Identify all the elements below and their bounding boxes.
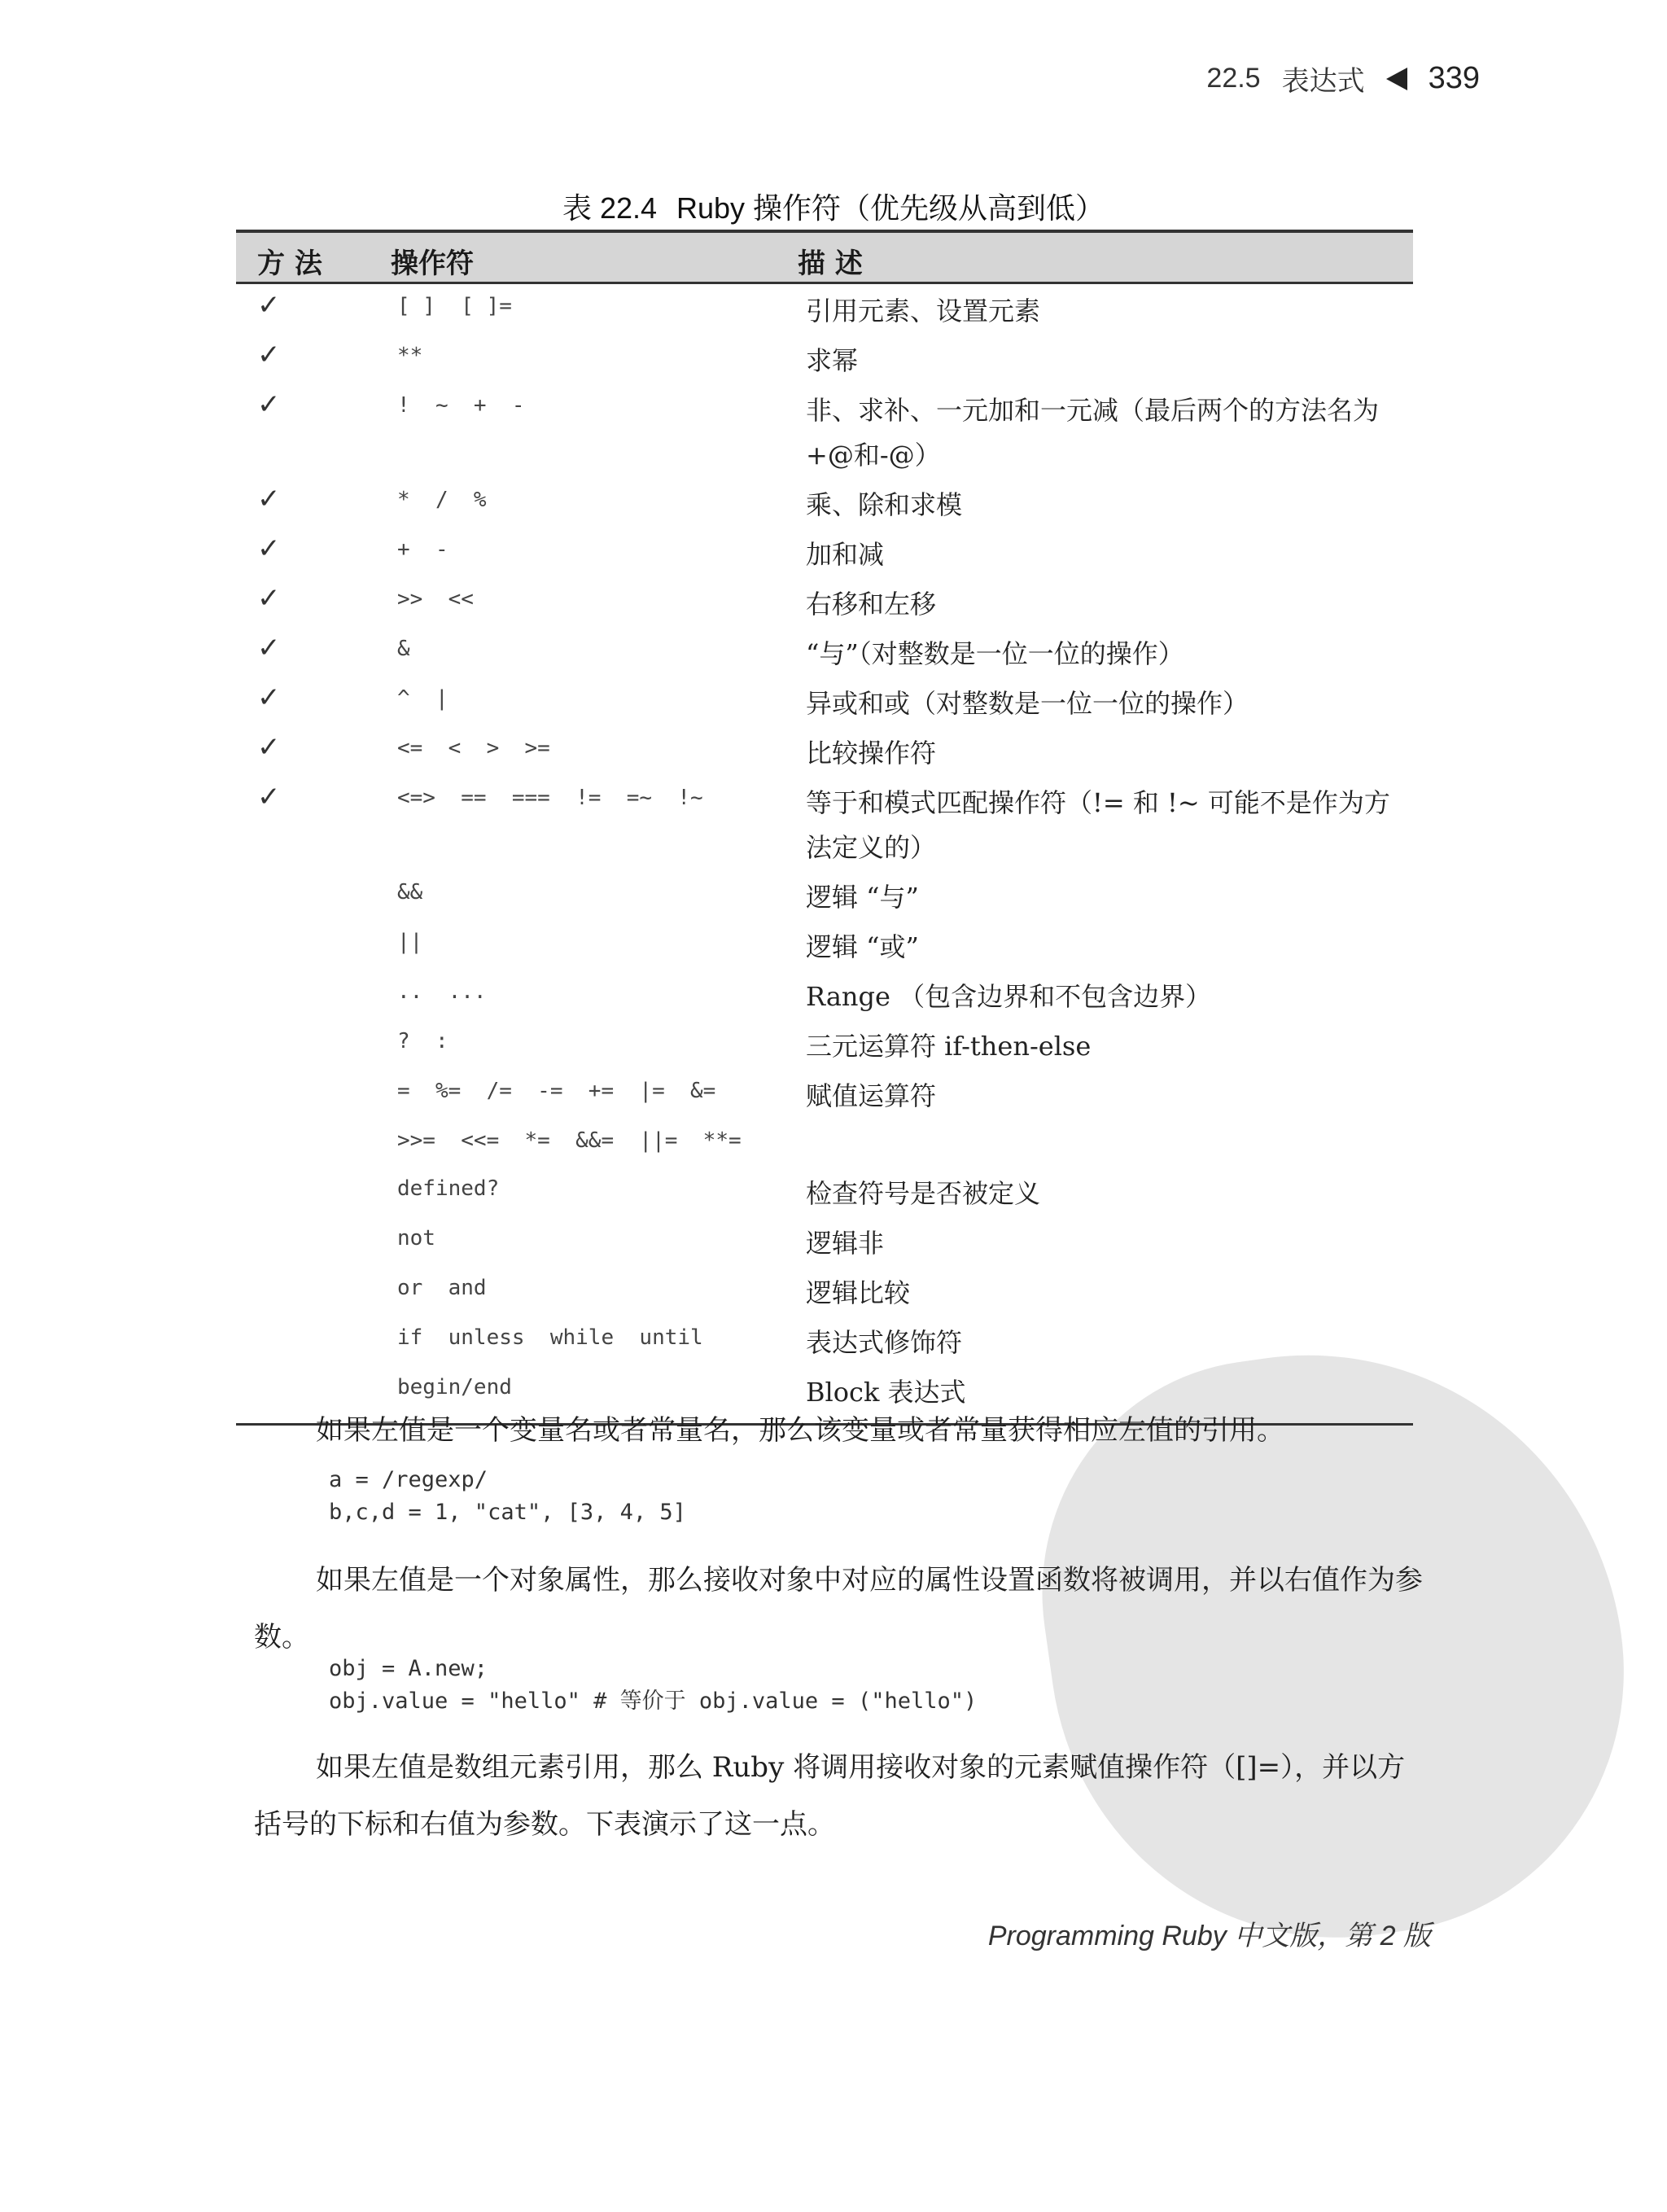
table-row bbox=[236, 528, 1413, 577]
method-check-icon: ✓ bbox=[257, 289, 281, 322]
description-cell: 逻辑 “或” bbox=[806, 931, 919, 962]
table-row bbox=[236, 1069, 1413, 1119]
description-cell: 比较操作符 bbox=[806, 738, 937, 769]
description-cell: 等于和模式匹配操作符（!= 和 !~ 可能不是作为方法定义的） bbox=[806, 787, 1390, 863]
table-row bbox=[236, 870, 1413, 920]
code-block-1: a = /regexp/ b,c,d = 1, "cat", [3, 4, 5] bbox=[329, 1467, 686, 1525]
operator-cell: begin/end bbox=[397, 1375, 512, 1399]
table-caption-text: Ruby 操作符（优先级从高到低） bbox=[676, 191, 1105, 225]
description-cell: 检查符号是否被定义 bbox=[806, 1178, 1041, 1209]
code-block-2: obj = A.new; obj.value = "hello" # 等价于 obj.value = ("hello") bbox=[329, 1656, 978, 1714]
method-check-icon: ✓ bbox=[257, 681, 281, 714]
operator-cell: + - bbox=[397, 537, 448, 562]
table-row bbox=[236, 478, 1413, 528]
description-cell: 非、求补、一元加和一元减（最后两个的方法名为+@和-@） bbox=[806, 395, 1380, 471]
table-row bbox=[236, 1316, 1413, 1365]
table-row bbox=[236, 577, 1413, 627]
description-cell: “与”（对整数是一位一位的操作） bbox=[806, 638, 1184, 669]
operator-cell: [ ] [ ]= bbox=[397, 294, 512, 318]
table-row bbox=[236, 677, 1413, 726]
operator-cell: ** bbox=[397, 344, 423, 368]
method-check-icon: ✓ bbox=[257, 532, 281, 565]
operator-cell: >> << bbox=[397, 587, 474, 611]
operator-cell: .. ... bbox=[397, 979, 487, 1004]
table-row bbox=[236, 970, 1413, 1019]
operator-cell: ^ | bbox=[397, 686, 448, 711]
operator-cell: or and bbox=[397, 1276, 487, 1300]
section-number: 22.5 bbox=[1206, 63, 1261, 94]
description-cell: 表达式修饰符 bbox=[806, 1327, 963, 1358]
description-cell: 逻辑 “与” bbox=[806, 882, 919, 913]
table-row bbox=[236, 1266, 1413, 1316]
description-cell: 右移和左移 bbox=[806, 589, 937, 620]
table-caption-label: 表 22.4 bbox=[562, 191, 658, 225]
col-operator: 操作符 bbox=[391, 247, 474, 280]
description-cell: 加和减 bbox=[806, 539, 885, 570]
description-cell: 求幂 bbox=[806, 345, 859, 376]
section-title: 表达式 bbox=[1281, 66, 1365, 97]
operator-cell: if unless while until bbox=[397, 1325, 703, 1350]
table-header bbox=[236, 230, 1413, 284]
table-row bbox=[236, 1216, 1413, 1266]
operator-cell: * / % bbox=[397, 488, 487, 512]
col-method: 方 法 bbox=[257, 247, 322, 280]
table-row bbox=[236, 1119, 1413, 1167]
operator-cell: = %= /= -= += |= &= bbox=[397, 1079, 716, 1103]
book-title-footer: Programming Ruby 中文版，第 2 版 bbox=[987, 1921, 1431, 1951]
table-caption bbox=[0, 186, 1667, 227]
table-row bbox=[236, 1019, 1413, 1069]
table-body bbox=[236, 284, 1413, 1415]
page-marker-icon bbox=[1386, 68, 1407, 90]
paragraph-2: 如果左值是一个对象属性，那么接收对象中对应的属性设置函数将被调用，并以右值作为参数。 bbox=[254, 1564, 1423, 1654]
operator-cell: || bbox=[397, 930, 423, 954]
operator-cell: not bbox=[397, 1226, 435, 1251]
paragraph-3: 如果左值是数组元素引用，那么 Ruby 将调用接收对象的元素赋值操作符（[]=），并以方括号的下标和右值为参数。下表演示了这一点。 bbox=[254, 1751, 1406, 1841]
table-row bbox=[236, 334, 1413, 383]
operator-cell: ? : bbox=[397, 1029, 448, 1053]
description-cell: 赋值运算符 bbox=[806, 1080, 937, 1111]
description-cell bbox=[806, 1119, 1392, 1124]
description-cell: 异或和或（对整数是一位一位的操作） bbox=[806, 688, 1249, 719]
description-cell: 引用元素、设置元素 bbox=[806, 296, 1041, 326]
operator-cell: <=> == === != =~ !~ bbox=[397, 786, 703, 810]
operator-cell: ! ~ + - bbox=[397, 393, 525, 418]
operator-cell: defined? bbox=[397, 1176, 500, 1201]
paragraph-1: 如果左值是一个变量名或者常量名，那么该变量或者常量获得相应左值的引用。 bbox=[316, 1414, 1284, 1447]
table-row bbox=[236, 726, 1413, 776]
method-check-icon: ✓ bbox=[257, 388, 281, 421]
method-check-icon: ✓ bbox=[257, 731, 281, 764]
operator-cell: & bbox=[397, 637, 410, 661]
method-check-icon: ✓ bbox=[257, 582, 281, 615]
method-check-icon: ✓ bbox=[257, 483, 281, 515]
table-row bbox=[236, 776, 1413, 870]
operator-cell: <= < > >= bbox=[397, 736, 550, 760]
operator-cell: && bbox=[397, 880, 423, 905]
description-cell: Block 表达式 bbox=[806, 1377, 966, 1408]
col-description: 描 述 bbox=[798, 247, 863, 280]
description-cell: Range （包含边界和不包含边界） bbox=[806, 981, 1212, 1012]
table-row bbox=[236, 920, 1413, 970]
table-row bbox=[236, 627, 1413, 677]
table-row bbox=[236, 284, 1413, 334]
running-header bbox=[1206, 59, 1480, 99]
table-row bbox=[236, 383, 1413, 478]
table-row bbox=[236, 1167, 1413, 1216]
page-number: 339 bbox=[1428, 61, 1480, 95]
description-cell: 逻辑比较 bbox=[806, 1277, 911, 1308]
method-check-icon: ✓ bbox=[257, 781, 281, 813]
description-cell: 逻辑非 bbox=[806, 1228, 885, 1259]
operator-cell: >>= <<= *= &&= ||= **= bbox=[397, 1128, 742, 1153]
method-check-icon: ✓ bbox=[257, 632, 281, 664]
operator-table bbox=[236, 230, 1413, 1426]
description-cell: 乘、除和求模 bbox=[806, 489, 963, 520]
description-cell: 三元运算符 if-then-else bbox=[806, 1031, 1092, 1062]
method-check-icon: ✓ bbox=[257, 339, 281, 371]
